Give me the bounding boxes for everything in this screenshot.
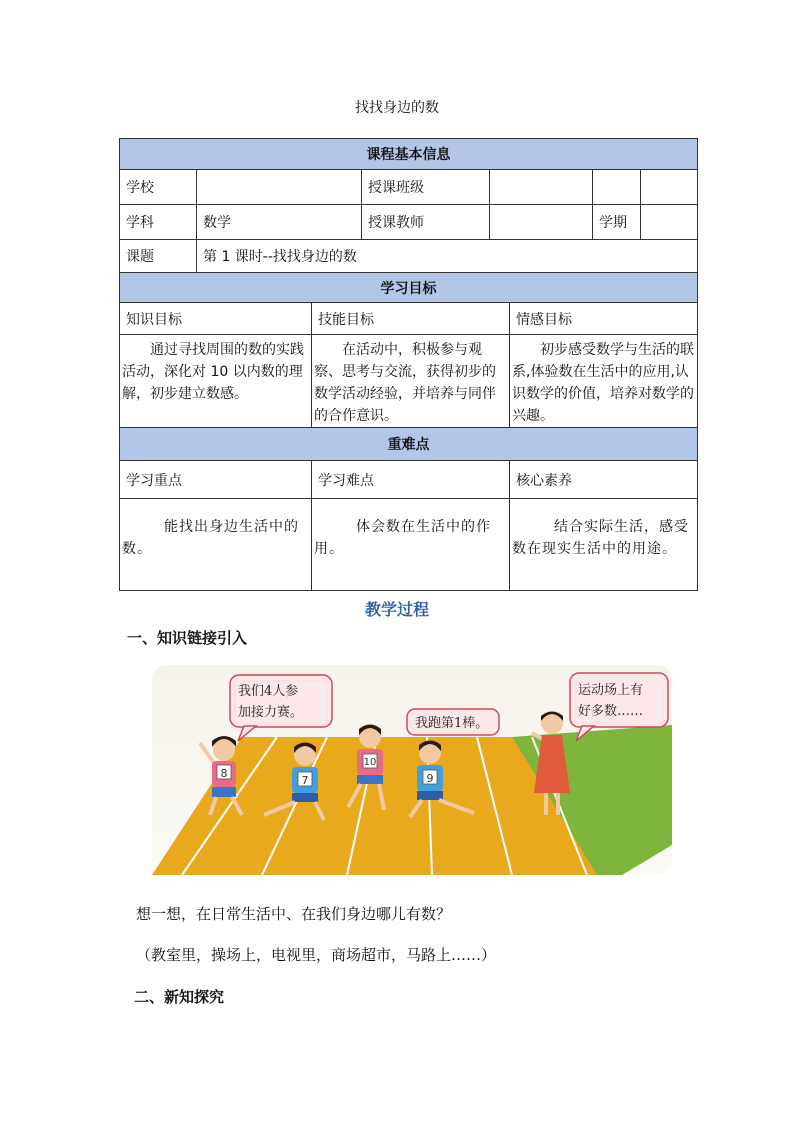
blank-cell [593, 170, 641, 205]
bib-2: 7 [301, 774, 309, 787]
answer-text: （教室里，操场上，电视里，商场超市，马路上……） [136, 946, 497, 964]
subject-label: 学科 [120, 205, 197, 240]
page-title: 找找身边的数 [355, 100, 439, 116]
class-label: 授课班级 [362, 170, 490, 205]
section-1-heading: 一、知识链接引入 [127, 629, 248, 647]
term-label: 学期 [593, 205, 641, 240]
goal-emotion-label: 情感目标 [510, 303, 698, 335]
relay-race-illustration [152, 665, 672, 875]
key-point-label: 学习重点 [120, 461, 312, 499]
goal-skill-text: 在活动中，积极参与观察、思考与交流，获得初步的数学活动经验，并培养与同伴的合作意识。 [312, 335, 510, 428]
header-key-points: 重难点 [120, 428, 698, 461]
bubble3-line1: 运动场上有 [578, 683, 644, 698]
speech-bubble-2 [407, 709, 499, 735]
bubble2-text: 我跑第1棒。 [415, 716, 489, 731]
bubble1-line1: 我们4人参 [238, 684, 299, 699]
goal-knowledge-label: 知识目标 [120, 303, 312, 335]
key-point-text: 能找出身边生活中的数。 [120, 499, 312, 591]
goal-skill-label: 技能目标 [312, 303, 510, 335]
core-literacy-label: 核心素养 [510, 461, 698, 499]
question-text: 想一想，在日常生活中、在我们身边哪儿有数？ [136, 905, 452, 923]
section-2-heading: 二、新知探究 [134, 988, 225, 1006]
difficulty-text: 体会数在生活中的作用。 [312, 499, 510, 591]
topic-value: 第 1 课时--找找身边的数 [197, 240, 698, 273]
class-value [490, 170, 593, 205]
topic-label: 课题 [120, 240, 197, 273]
bib-3: 10 [363, 757, 377, 768]
bubble3-line2: 好多数…… [578, 704, 644, 719]
goal-knowledge-text: 通过寻找周围的数的实践活动，深化对 10 以内数的理解，初步建立数感。 [120, 335, 312, 428]
goal-emotion-text: 初步感受数学与生活的联系,体验数在生活中的应用,认识数学的价值，培养对数学的兴趣。 [510, 335, 698, 428]
difficulty-label: 学习难点 [312, 461, 510, 499]
school-value [197, 170, 362, 205]
blank-cell [641, 170, 698, 205]
process-title: 教学过程 [364, 600, 429, 619]
bubble1-line2: 加接力赛。 [238, 705, 304, 720]
school-label: 学校 [120, 170, 197, 205]
bib-1: 8 [220, 767, 228, 780]
teacher-label: 授课教师 [362, 205, 490, 240]
core-literacy-text: 结合实际生活，感受数在现实生活中的用途。 [510, 499, 698, 591]
course-info-table [119, 138, 698, 591]
bib-4: 9 [426, 772, 434, 785]
term-value [641, 205, 698, 240]
subject-value: 数学 [197, 205, 362, 240]
teacher-value [490, 205, 593, 240]
header-goals: 学习目标 [120, 273, 698, 303]
header-basic-info: 课程基本信息 [120, 139, 698, 170]
